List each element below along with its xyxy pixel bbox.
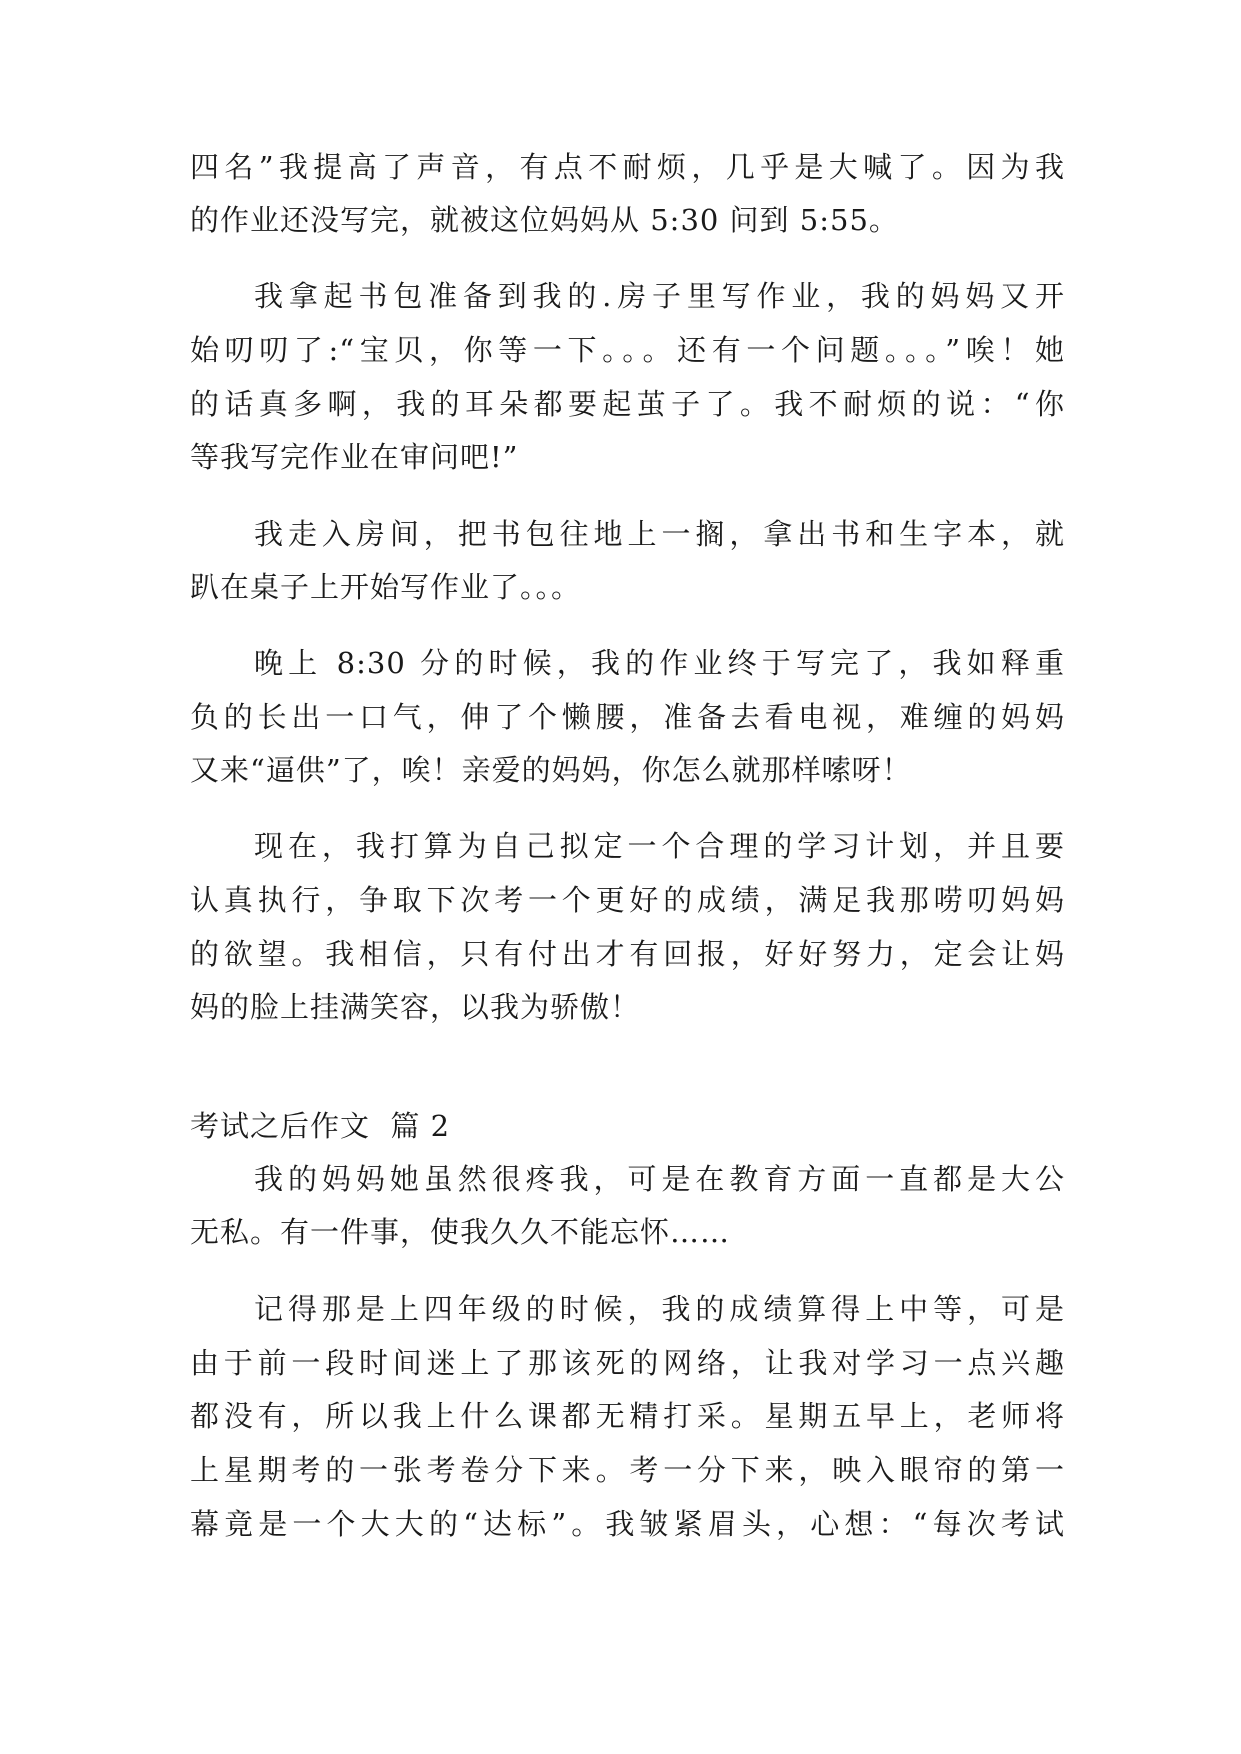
text-line: 都没有，所以我上什么课都无精打采。星期五早上，老师将 [190, 1399, 1065, 1433]
text-line: 的话真多啊，我的耳朵都要起茧子了。我不耐烦的说：“你 [190, 387, 1065, 421]
text-line: 又来“逼供”了，唉！亲爱的妈妈，你怎么就那样嗦呀！ [190, 753, 912, 787]
text-line: 等我写完作业在审问吧!” [190, 440, 519, 474]
text-line: 的作业还没写完，就被这位妈妈从 5:30 问到 5:55。 [190, 203, 899, 237]
text-line: 晚上 8:30 分的时候，我的作业终于写完了，我如释重 [254, 646, 1065, 680]
text-line: 的欲望。我相信，只有付出才有回报，好好努力，定会让妈 [190, 937, 1065, 971]
text-line: 我走入房间，把书包往地上一搁，拿出书和生字本，就 [254, 517, 1065, 551]
text-line: 负的长出一口气，伸了个懒腰，准备去看电视，难缠的妈妈 [190, 700, 1065, 734]
text-line: 记得那是上四年级的时候，我的成绩算得上中等，可是 [254, 1292, 1065, 1326]
text-line: 无私。有一件事，使我久久不能忘怀…… [190, 1215, 731, 1249]
text-line: 幕竟是一个大大的“达标”。我皱紧眉头，心想：“每次考试 [190, 1507, 1065, 1541]
text-line: 由于前一段时间迷上了那该死的网络，让我对学习一点兴趣 [190, 1346, 1065, 1380]
text-line: 认真执行，争取下次考一个更好的成绩，满足我那唠叨妈妈 [190, 883, 1065, 917]
text-line: 始叨叨了:“宝贝，你等一下。。。还有一个问题。。。”唉！她 [190, 333, 1065, 367]
text-line: 四名”我提高了声音，有点不耐烦，几乎是大喊了。因为我 [190, 150, 1065, 184]
text-line: 现在，我打算为自己拟定一个合理的学习计划，并且要 [254, 829, 1065, 863]
text-line: 我拿起书包准备到我的.房子里写作业，我的妈妈又开 [254, 279, 1065, 313]
text-line: 妈的脸上挂满笑容，以我为骄傲！ [190, 990, 641, 1024]
text-line: 上星期考的一张考卷分下来。考一分下来，映入眼帘的第一 [190, 1453, 1065, 1487]
text-line: 趴在桌子上开始写作业了。。。 [190, 570, 582, 604]
section-heading: 考试之后作文 篇 2 [190, 1109, 451, 1143]
text-line: 我的妈妈她虽然很疼我，可是在教育方面一直都是大公 [254, 1162, 1065, 1196]
